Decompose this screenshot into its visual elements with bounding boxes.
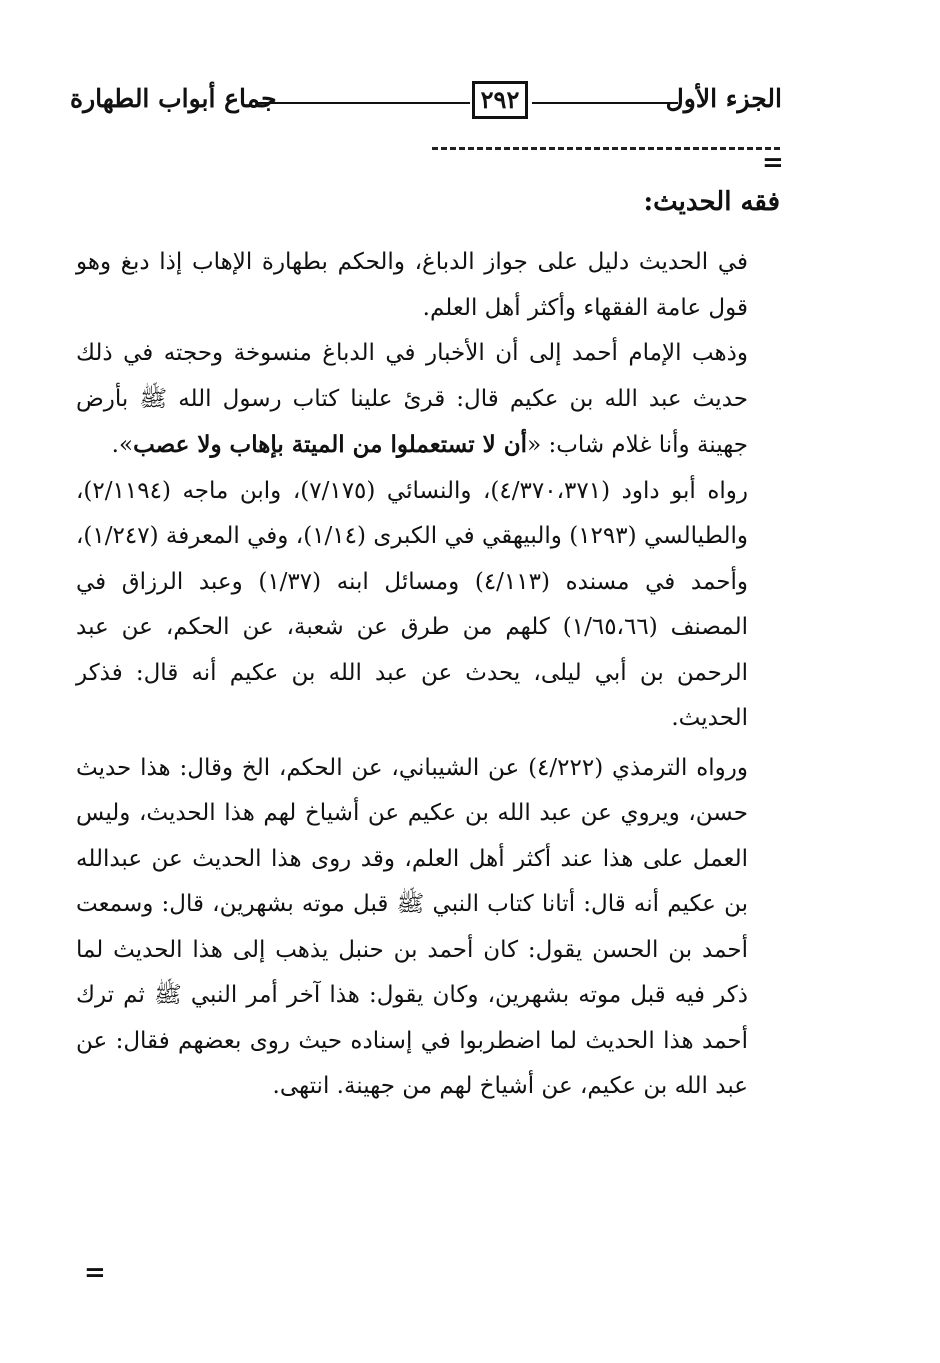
header-rule-left bbox=[256, 102, 470, 104]
paragraph-tirmidhi: ورواه الترمذي (٤/٢٢٢) عن الشيباني، عن الحكم، الخ وقال: هذا حديث حسن، ويروي عن عبد الله بن عكيم عن أشياخ لهم هذا الحديث، وليس العمل على هذا عند أكثر أهل العلم، وقد روى هذا الحديث عن عبدالله بن عكيم أنه قال: أتانا كتاب النبي ﷺ قبل موته بشهرين، قال: وسمعت أحمد بن الحسن يقول: كان أحمد بن حنبل يذهب إلى هذا الحديث لما ذكر فيه قبل موته بشهرين، وكان يقول: هذا آخر أمر النبي ﷺ ثم ترك أحمد هذا الحديث لما اضطربوا في إسناده حيث روى بعضهم فقال: عن عبد الله بن عكيم، عن أشياخ لهم من جهينة. انتهى. bbox=[76, 754, 748, 1099]
chapter-title: جماع أبواب الطهارة bbox=[70, 84, 277, 113]
header-rule-right bbox=[532, 102, 678, 104]
footnote-separator bbox=[432, 147, 780, 150]
continuation-mark-top: = bbox=[762, 148, 784, 178]
paragraph-abrogation-outro: ». bbox=[111, 432, 134, 458]
section-heading: فقه الحديث: bbox=[643, 187, 780, 217]
paragraph-ruling: في الحديث دليل على جواز الدباغ، والحكم بطهارة الإهاب إذا دبغ وهو قول عامة الفقهاء وأكثر أهل العلم. bbox=[76, 249, 748, 321]
hadith-quote: أن لا تستعملوا من الميتة بإهاب ولا عصب bbox=[133, 431, 528, 458]
page-number-box: ٢٩٢ bbox=[472, 81, 528, 119]
volume-title: الجزء الأول bbox=[665, 84, 782, 113]
continuation-mark-bottom: = bbox=[84, 1258, 106, 1288]
paragraph-abrogation-intro: وذهب الإمام أحمد إلى أن الأخبار في الدباغ منسوخة وحجته في ذلك حديث عبد الله بن عكيم قال: قرئ علينا كتاب رسول الله ﷺ بأرض جهينة وأنا غلام شاب: « bbox=[76, 340, 748, 458]
paragraph-takhrij: رواه أبو داود (٤/٣٧٠،٣٧١)، والنسائي (٧/١٧٥)، وابن ماجه (٢/١١٩٤)، والطيالسي (١٢٩٣) والبيهقي في الكبرى (١/١٤)، وفي المعرفة (١/٢٤٧)، وأحمد في مسنده (٤/١١٣) ومسائل ابنه (١/٣٧) وعبد الرزاق في المصنف (١/٦٥،٦٦) كلهم من طرق عن شعبة، عن الحكم، عن عبد الرحمن بن أبي ليلى، يحدث عن عبد الله بن عكيم أنه قال: فذكر الحديث. bbox=[76, 477, 748, 731]
main-text bbox=[76, 240, 748, 1110]
paragraph-abrogation bbox=[76, 331, 748, 469]
running-header bbox=[70, 78, 782, 122]
